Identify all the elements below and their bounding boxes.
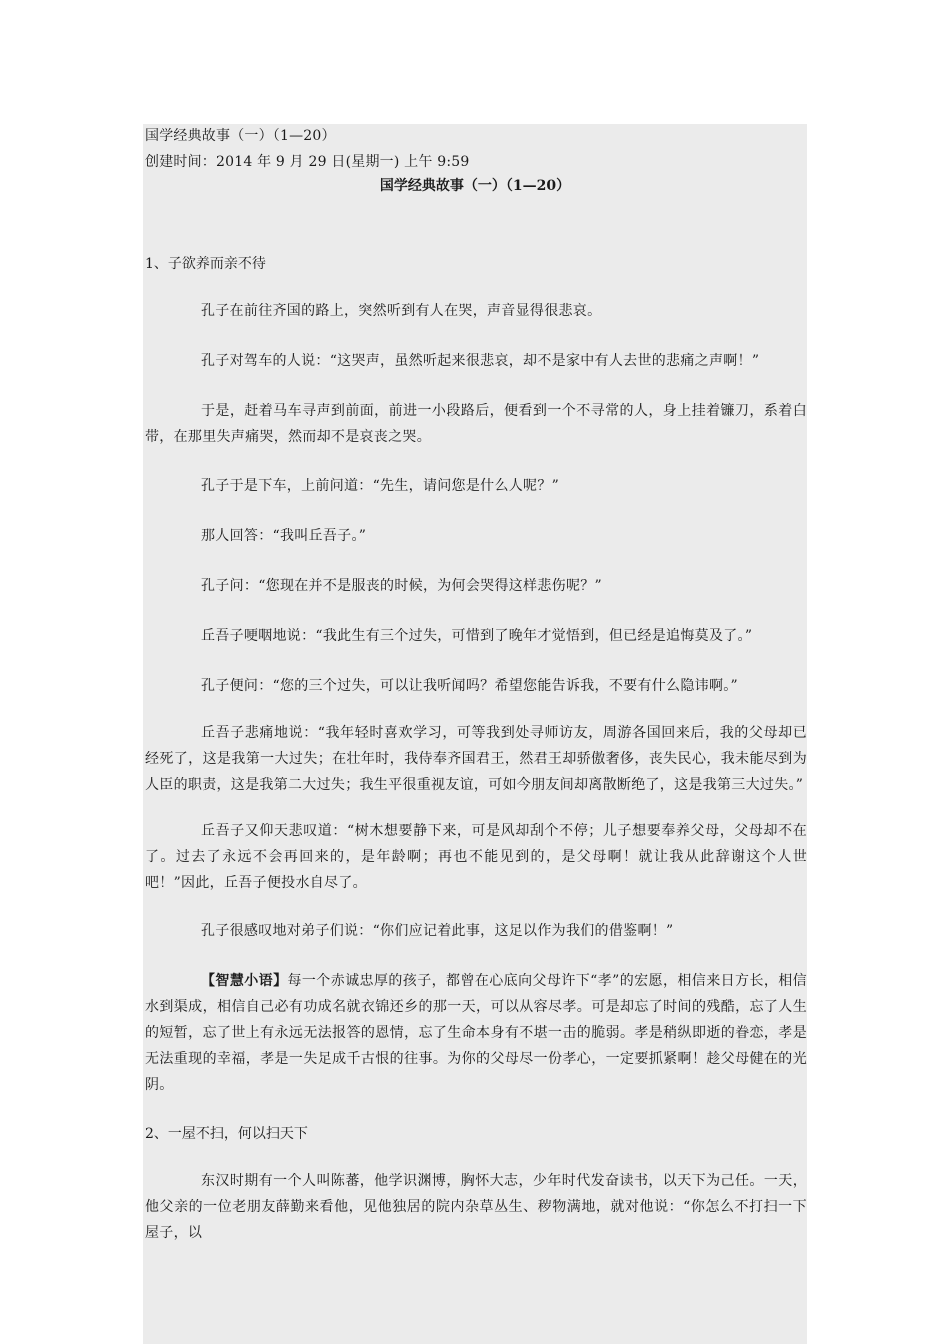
created-timestamp: 创建时间：2014 年 9 月 29 日(星期一) 上午 9:59	[145, 154, 470, 170]
paragraph: 孔子问：“您现在并不是服丧的时候，为何会哭得这样悲伤呢？”	[201, 578, 603, 594]
paragraph: 孔子便问：“您的三个过失，可以让我听闻吗？希望您能告诉我，不要有什么隐讳啊。”	[201, 678, 739, 694]
paragraph: 丘吾子又仰天悲叹道：“树木想要静下来，可是风却刮个不停；儿子想要奉养父母，父母却不在了。过去了永远不会再回来的，是年龄啊；再也不能见到的，是父母啊！就让我从此辞谢这个人世吧！”因此，丘吾子便投水自尽了。	[145, 823, 807, 891]
document-title: 国学经典故事（一）（1—20）	[145, 128, 336, 144]
paragraph: 东汉时期有一个人叫陈蕃，他学识渊博，胸怀大志，少年时代发奋读书，以天下为己任。一天，他父亲的一位老朋友薛勤来看他，见他独居的院内杂草丛生、秽物满地，就对他说：“你怎么不打扫一下屋子，以	[145, 1173, 807, 1241]
paragraph: 于是，赶着马车寻声到前面，前进一小段路后，便看到一个不寻常的人，身上挂着镰刀，系着白带，在那里失声痛哭，然而却不是哀丧之哭。	[145, 403, 807, 445]
centered-title: 国学经典故事（一）（1—20）	[379, 178, 571, 194]
wisdom-label: 【智慧小语】	[201, 973, 288, 989]
paragraph: 孔子很感叹地对弟子们说：“你们应记着此事，这足以作为我们的借鉴啊！”	[201, 923, 674, 939]
paragraph: 孔子于是下车，上前问道：“先生，请问您是什么人呢？”	[201, 478, 560, 494]
paragraph: 孔子在前往齐国的路上，突然听到有人在哭，声音显得很悲哀。	[201, 303, 602, 319]
paragraph: 丘吾子哽咽地说：“我此生有三个过失，可惜到了晚年才觉悟到，但已经是追悔莫及了。”	[201, 628, 753, 644]
wisdom-text: 每一个赤诚忠厚的孩子，都曾在心底向父母许下“孝”的宏愿，相信来日方长，相信水到渠成，相信自己必有功成名就衣锦还乡的那一天，可以从容尽孝。可是却忘了时间的残酷，忘了人生的短暂，忘了世上有永远无法报答的恩情，忘了生命本身有不堪一击的脆弱。孝是稍纵即逝的眷恋，孝是无法重现的幸福，孝是一失足成千古恨的往事。为你的父母尽一份孝心，一定要抓紧啊！趁父母健在的光阴。	[145, 973, 807, 1093]
section-heading-2: 2、一屋不扫，何以扫天下	[145, 1126, 308, 1142]
section-heading-1: 1、子欲养而亲不待	[145, 256, 266, 272]
wisdom-paragraph	[145, 968, 807, 1098]
paragraph: 丘吾子悲痛地说：“我年轻时喜欢学习，可等我到处寻师访友，周游各国回来后，我的父母却已经死了，这是我第一大过失；在壮年时，我侍奉齐国君王，然君王却骄傲奢侈，丧失民心，我未能尽到为人臣的职责，这是我第二大过失；我生平很重视友谊，可如今朋友间却离散断绝了，这是我第三大过失。”	[145, 725, 807, 793]
paragraph: 那人回答：“我叫丘吾子。”	[201, 528, 367, 544]
paragraph: 孔子对驾车的人说：“这哭声，虽然听起来很悲哀，却不是家中有人去世的悲痛之声啊！”	[201, 353, 760, 369]
